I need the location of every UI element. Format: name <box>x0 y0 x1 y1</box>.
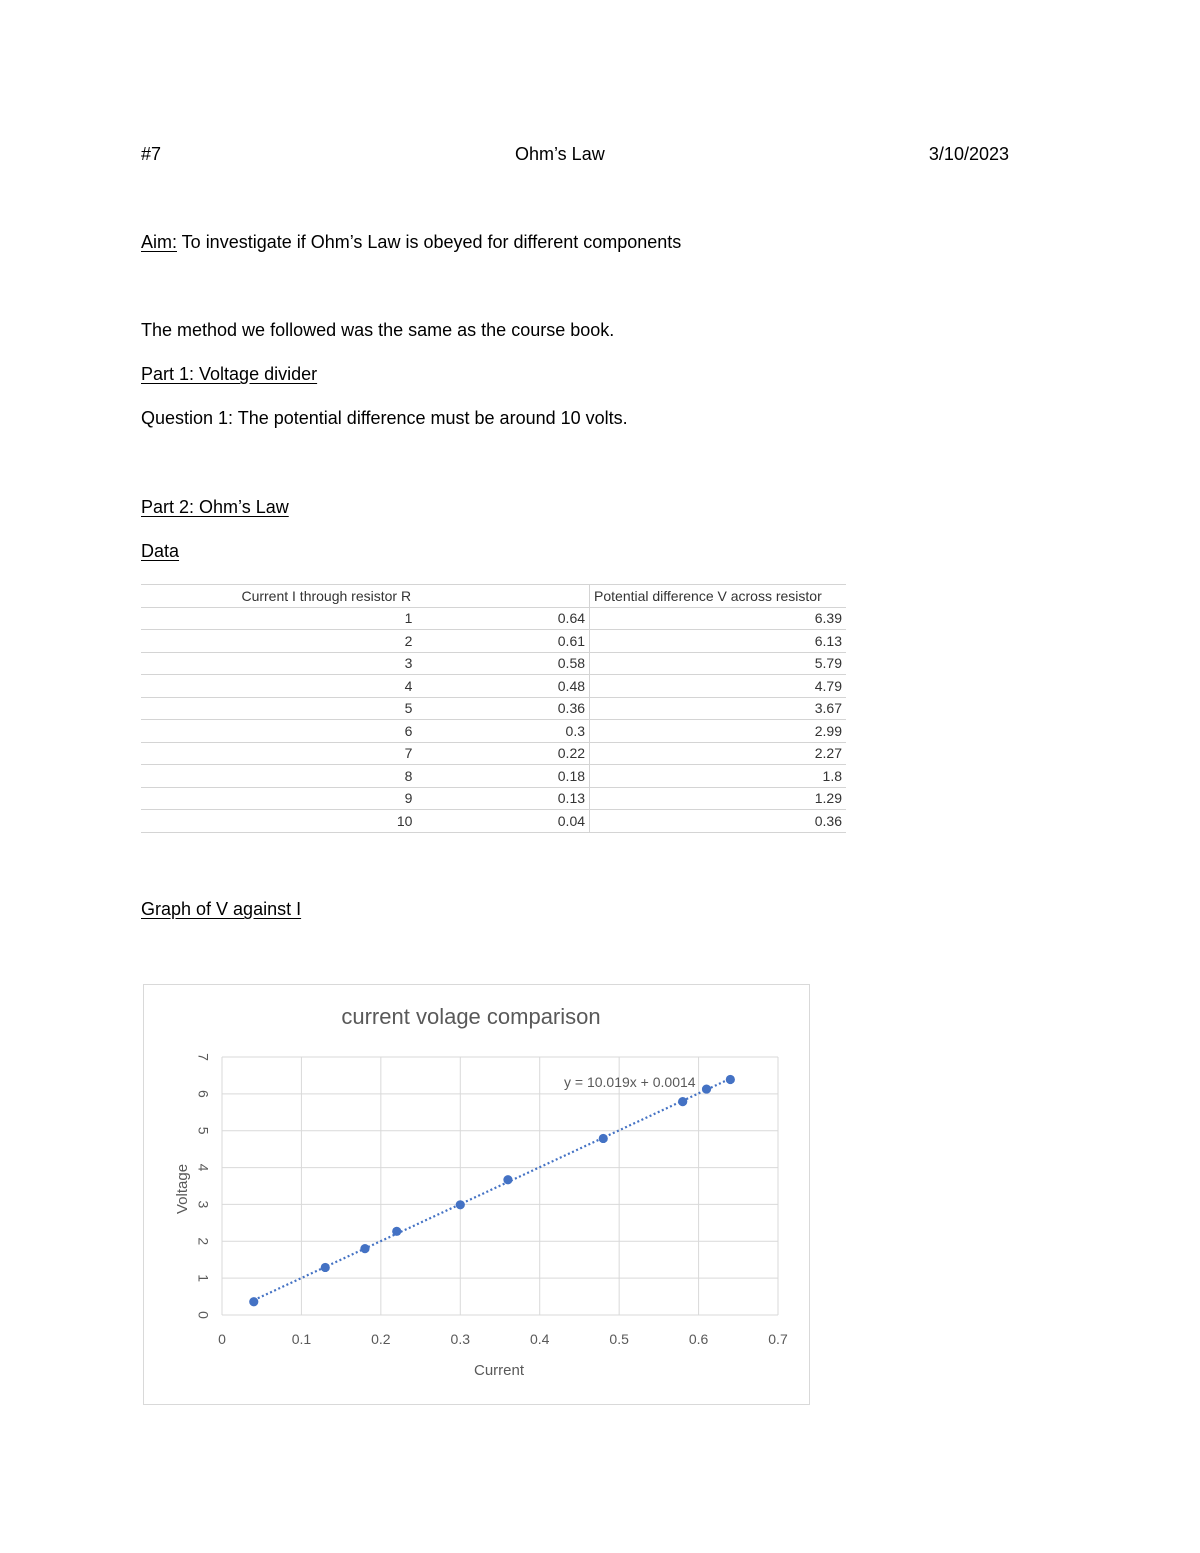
part1-heading: Part 1: Voltage divider <box>141 364 318 384</box>
table-cell: 0.48 <box>416 675 589 698</box>
table-cell: 6.39 <box>590 607 846 630</box>
data-point <box>360 1244 369 1253</box>
table-cell: 0.13 <box>416 787 589 810</box>
table-cell: 0.3 <box>416 720 589 743</box>
x-tick-label: 0.4 <box>529 1331 550 1347</box>
table-cell: 0.61 <box>416 630 589 653</box>
table-row <box>141 810 846 833</box>
data-table <box>141 584 846 833</box>
table-row <box>141 630 846 653</box>
x-tick-label: 0.6 <box>688 1331 709 1347</box>
table-row <box>141 787 846 810</box>
data-point <box>249 1297 258 1306</box>
table-cell: 5 <box>227 697 416 720</box>
table-row <box>141 697 846 720</box>
table-row <box>141 742 846 765</box>
y-tick-label: 7 <box>195 1053 212 1061</box>
table-cell: 0.22 <box>416 742 589 765</box>
method-paragraph: The method we followed was the same as the course book. <box>141 320 615 340</box>
table-cell: 8 <box>227 765 416 788</box>
aim-line <box>141 232 681 253</box>
y-tick-label: 1 <box>195 1274 212 1283</box>
data-heading: Data <box>141 541 180 561</box>
table-cell: 4 <box>227 675 416 698</box>
x-tick-label: 0.7 <box>768 1331 788 1347</box>
table-cell: 0.18 <box>416 765 589 788</box>
table-header-cell <box>416 585 589 608</box>
aim-label: Aim: <box>141 232 177 252</box>
data-point <box>456 1200 465 1209</box>
table-row <box>141 675 846 698</box>
table-cell: 3 <box>227 652 416 675</box>
y-tick-label: 3 <box>195 1200 212 1209</box>
table-cell: 2.27 <box>590 742 846 765</box>
data-point <box>392 1227 401 1236</box>
data-point <box>599 1134 608 1143</box>
table-cell: 6 <box>227 720 416 743</box>
table-body <box>141 607 846 832</box>
table-header-cell: Potential difference V across resistor <box>590 585 846 608</box>
table-cell <box>141 697 227 720</box>
table-cell <box>141 765 227 788</box>
table-cell: 0.04 <box>416 810 589 833</box>
table-cell <box>141 630 227 653</box>
document-number: #7 <box>141 144 162 164</box>
data-point <box>321 1263 330 1272</box>
graph-heading: Graph of V against I <box>141 899 302 919</box>
table-row <box>141 720 846 743</box>
table-cell <box>141 675 227 698</box>
table-cell: 3.67 <box>590 697 846 720</box>
document-title: Ohm’s Law <box>515 144 605 164</box>
table-cell: 2 <box>227 630 416 653</box>
data-point <box>726 1075 735 1084</box>
x-axis-title: Current <box>473 1362 525 1379</box>
table-cell: 1.8 <box>590 765 846 788</box>
table-cell: 0.36 <box>416 697 589 720</box>
trendline-equation: y = 10.019x + 0.0014 <box>564 1074 696 1090</box>
table-cell: 5.79 <box>590 652 846 675</box>
table-cell: 6.13 <box>590 630 846 653</box>
y-axis-title: Voltage <box>174 1163 191 1215</box>
table-cell <box>141 742 227 765</box>
y-tick-label: 5 <box>195 1126 212 1135</box>
table-header-row <box>141 585 846 608</box>
table-cell: 9 <box>227 787 416 810</box>
table-cell: 0.64 <box>416 607 589 630</box>
x-tick-label: 0.5 <box>609 1331 629 1347</box>
chart-container <box>143 984 810 1405</box>
question1-answer: Question 1: The potential difference must be around 10 volts. <box>141 408 628 428</box>
table-cell: 4.79 <box>590 675 846 698</box>
table-row <box>141 607 846 630</box>
data-point <box>678 1097 687 1106</box>
table-cell <box>141 787 227 810</box>
document-date: 3/10/2023 <box>928 144 1009 164</box>
chart-title: current volage comparison <box>341 1004 601 1029</box>
y-tick-label: 4 <box>195 1163 212 1172</box>
table-cell: 1 <box>227 607 416 630</box>
table-cell <box>141 720 227 743</box>
x-tick-label: 0 <box>218 1331 226 1347</box>
table-cell: 1.29 <box>590 787 846 810</box>
x-tick-label: 0.3 <box>450 1331 471 1347</box>
table-cell: 2.99 <box>590 720 846 743</box>
table-row <box>141 652 846 675</box>
table-header-cell: Current I through resistor R <box>227 585 416 608</box>
table-cell <box>141 607 227 630</box>
table-cell: 10 <box>227 810 416 833</box>
table-cell: 0.58 <box>416 652 589 675</box>
aim-text: To investigate if Ohm’s Law is obeyed for different components <box>177 232 682 252</box>
x-tick-label: 0.2 <box>371 1331 391 1347</box>
data-point <box>702 1084 711 1093</box>
table-row <box>141 765 846 788</box>
x-tick-label: 0.1 <box>291 1331 312 1347</box>
scatter-chart <box>144 985 811 1406</box>
part2-heading: Part 2: Ohm’s Law <box>141 497 289 517</box>
y-tick-label: 0 <box>195 1311 212 1319</box>
table-cell: 7 <box>227 742 416 765</box>
table-cell <box>141 810 227 833</box>
data-point <box>503 1175 512 1184</box>
table-header-cell <box>141 585 227 608</box>
y-tick-label: 2 <box>195 1237 212 1246</box>
table-cell: 0.36 <box>590 810 846 833</box>
y-tick-label: 6 <box>195 1089 212 1098</box>
table-cell <box>141 652 227 675</box>
